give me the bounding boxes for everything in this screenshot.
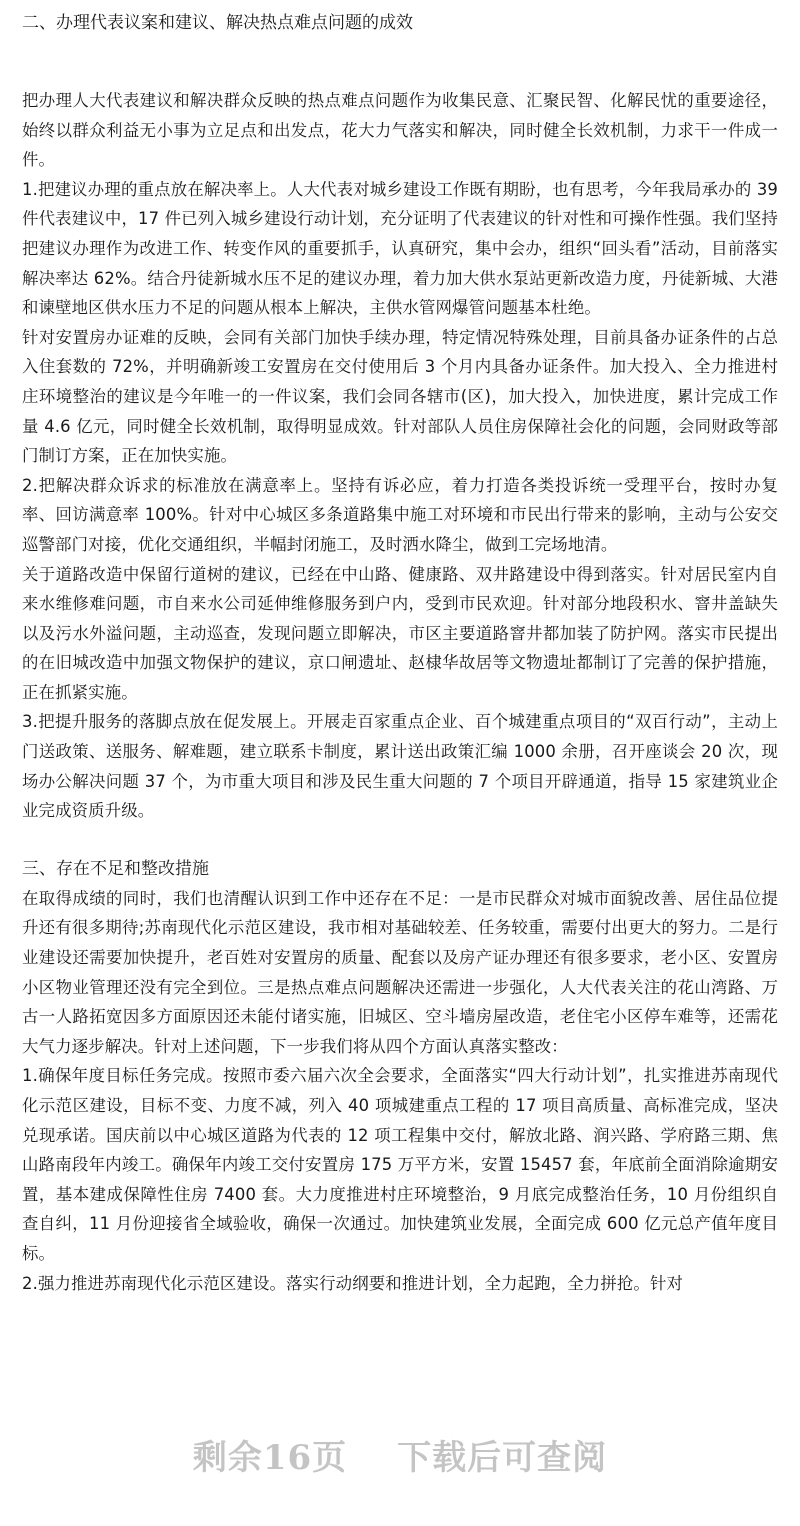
section-heading-achievements: 二、办理代表议案和建议、解决热点难点问题的成效 [22,13,413,33]
paragraph-intro: 把办理人大代表建议和解决群众反映的热点难点问题作为收集民意、汇聚民智、化解民忧的重要途径，始终以群众利益无小事为立足点和出发点，花大力气落实和解决，同时健全长效机制，力求干一件成一件。 [22,91,778,170]
paragraph-housing-certificates: 针对安置房办证难的反映，会同有关部门加快手续办理，特定情况特殊处理，目前具备办证条件的占总入住套数的 72%，并明确新竣工安置房在交付使用后 3 个月内具备办证条件。加大投入、全力推进村庄环境整治的建议是今年唯一的一件议案，我们会同各辖市(区)，加大投入，加快进度，累计完成工作量 4.6 亿元，同时健全长效机制，取得明显成效。针对部队人员住房保障社会化的问题，会同财政等部门制订方案，正在加快实施。 [22,327,778,466]
paragraph-rectify-1: 1.确保年度目标任务完成。按照市委六届六次全会要求，全面落实“四大行动计划”，扎实推进苏南现代化示范区建设，目标不变、力度不减，列入 40 项城建重点工程的 17 项目高质量、高标准完成，坚决兑现承诺。国庆前以中心城区道路为代表的 12 项工程集中交付，解放北路、润兴路、学府路三期、焦山路南段年内竣工。确保年内竣工交付安置房 175 万平方米，安置 15457 套，年底前全面消除逾期安置，基本建成保障性住房 7400 套。大力度推进村庄环境整治，9 月底完成整治任务，10 月份组织自查自纠，11 月份迎接省全域验收，确保一次通过。加快建筑业发展，全面完成 600 亿元总产值年度目标。 [22,1066,778,1263]
section-heading-shortcomings: 三、存在不足和整改措施 [22,858,209,879]
paragraph-street-trees: 关于道路改造中保留行道树的建议，已经在中山路、健康路、双井路建设中得到落实。针对居民室内自来水维修难问题，市自来水公司延伸维修服务到户内，受到市民欢迎。针对部分地段积水、窨井盖缺失以及污水外溢问题，主动巡查，发现问题立即解决，市区主要道路窨井都加装了防护网。落实市民提出的在旧城改造中加强文物保护的建议，京口闸遗址、赵棣华故居等文物遗址都制订了完善的保护措施，正在抓紧实施。 [22,564,778,702]
paragraph-item-2: 2.把解决群众诉求的标准放在满意率上。坚持有诉必应，着力打造各类投诉统一受理平台，按时办复率、回访满意率 100%。针对中心城区多条道路集中施工对环境和市民出行带来的影响，主动与公安交巡警部门对接，优化交通组织，半幅封闭施工，及时洒水降尘，做到工完场地清。 [22,475,778,554]
paragraph-item-1: 1.把建议办理的重点放在解决率上。人大代表对城乡建设工作既有期盼，也有思考，今年我局承办的 39 件代表建议中，17 件已列入城乡建设行动计划，充分证明了代表建议的针对性和可操作性强。我们坚持把建议办理作为改进工作、转变作风的重要抓手，认真研究，集中会办，组织“回头看”活动，目前落实解决率达 62%。结合丹徒新城水压不足的建议办理，着力加大供水泵站更新改造力度，丹徒新城、大港和谏壁地区供水压力不足的问题从根本上解决，主供水管网爆管问题基本杜绝。 [22,179,778,318]
section-spacer [22,826,778,854]
download-banner[interactable] [0,1424,800,1484]
paragraph-rectify-2: 2.强力推进苏南现代化示范区建设。落实行动纲要和推进计划，全力起跑，全力拼抢。针对 [22,1273,684,1293]
download-to-view-label[interactable]: 下载后可查阅 [397,1437,608,1478]
paragraph-item-3: 3.把提升服务的落脚点放在促发展上。开展走百家重点企业、百个城建重点项目的“双百行动”，主动上门送政策、送服务、解难题，建立联系卡制度，累计送出政策汇编 1000 余册，召开座谈会 20 次，现场办公解决问题 37 个，为市重大项目和涉及民生重大问题的 7 个项目开辟通道，指导 15 家建筑业企业完成资质升级。 [22,712,778,821]
paragraph-shortcomings: 在取得成绩的同时，我们也清醒认识到工作中还存在不足：一是市民群众对城市面貌改善、居住品位提升还有很多期待;苏南现代化示范区建设，我市相对基础较差、任务较重，需要付出更大的努力。二是行业建设还需要加快提升，老百姓对安置房的质量、配套以及房产证办理还有很多要求，老小区、安置房小区物业管理还没有完全到位。三是热点难点问题解决还需进一步强化，人大代表关注的花山湾路、万古一人路拓宽因多方面原因还未能付诸实施，旧城区、空斗墙房屋改造，老住宅小区停车难等，还需花大气力逐步解决。针对上述问题，下一步我们将从四个方面认真落实整改： [22,888,778,1056]
remaining-pages-label[interactable]: 剩余16页 [192,1437,348,1478]
